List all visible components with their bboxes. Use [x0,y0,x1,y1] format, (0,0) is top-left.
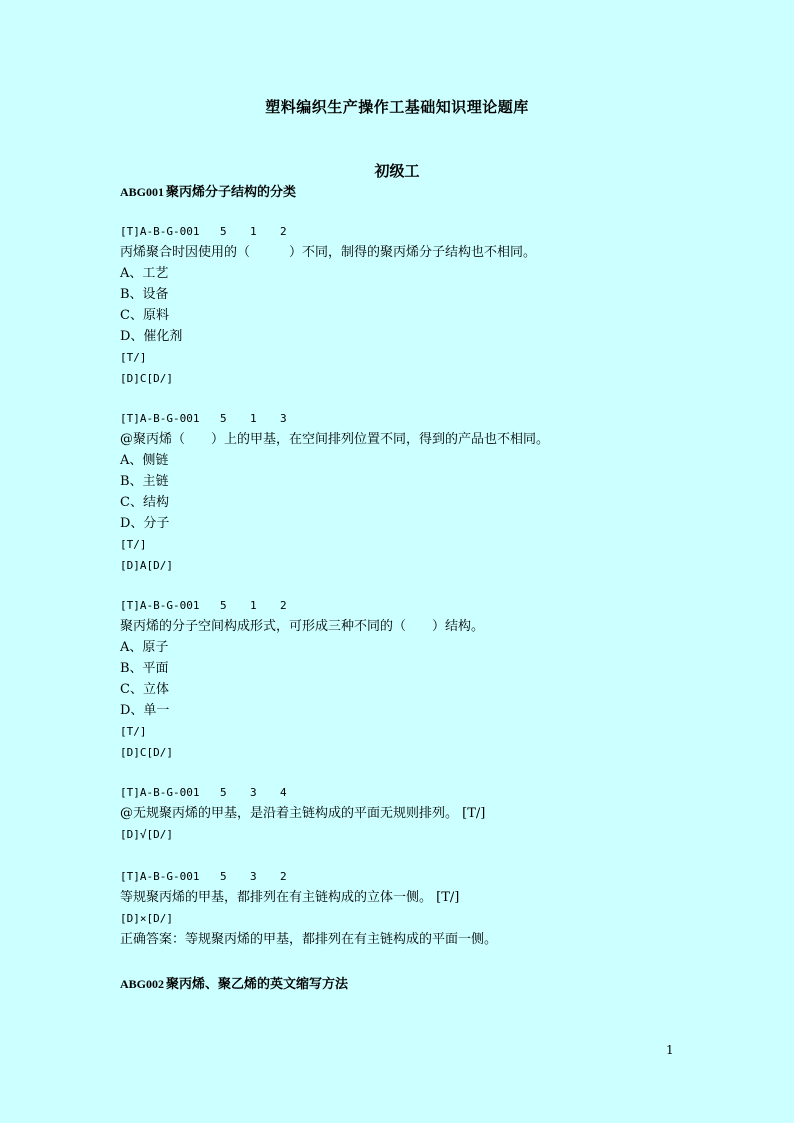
option: D、催化剂 [120,329,183,344]
question-meta [120,595,680,616]
question-end-tag: [T/] [120,538,147,551]
question-meta [120,221,680,242]
answer-correction: 正确答案：等规聚丙烯的甲基，都排列在有主链构成的平面一侧。 [120,932,498,947]
question-stem: @无规聚丙烯的甲基，是沿着主链构成的平面无规则排列。 [T/] [120,806,486,821]
question-num: 3 [280,412,287,425]
question-code: [T]A-B-G-001 [120,786,200,799]
question-num: 1 [250,599,257,612]
option: A、工艺 [120,266,169,281]
section-heading [120,973,348,992]
question-num: 5 [220,225,227,238]
option: D、分子 [120,516,170,531]
option: B、设备 [120,287,169,302]
question-num: 5 [220,599,227,612]
section-code: ABG001 [120,185,165,199]
option: C、原料 [120,308,169,323]
question-end-tag: [T/] [120,725,147,738]
section-heading [120,181,296,200]
section-code: ABG002 [120,977,165,991]
page-number: 1 [666,1043,674,1057]
option: D、单一 [120,703,170,718]
question-block [120,595,680,763]
option: B、主链 [120,474,169,489]
question-code: [T]A-B-G-001 [120,412,200,425]
question-stem: 聚丙烯的分子空间构成形式，可形成三种不同的（ ）结构。 [120,619,485,634]
question-num: 3 [250,870,257,883]
question-num: 4 [280,786,287,799]
question-block [120,408,680,576]
question-stem: @聚丙烯（ ）上的甲基，在空间排列位置不同，得到的产品也不相同。 [120,432,550,447]
question-num: 2 [280,870,287,883]
answer: [D]√[D/] [120,828,173,841]
answer: [D]A[D/] [120,559,173,572]
question-end-tag: [T/] [120,351,147,364]
answer: [D]C[D/] [120,372,173,385]
question-block [120,866,680,950]
document-title: 塑料编织生产操作工基础知识理论题库 [265,98,529,116]
question-block [120,782,680,845]
option: C、立体 [120,682,169,697]
option: C、结构 [120,495,169,510]
question-meta [120,782,680,803]
answer: [D]C[D/] [120,746,173,759]
option: A、原子 [120,640,169,655]
question-meta [120,866,680,887]
question-code: [T]A-B-G-001 [120,599,200,612]
question-num: 1 [250,412,257,425]
question-num: 5 [220,786,227,799]
question-stem: 丙烯聚合时因使用的（ ）不同，制得的聚丙烯分子结构也不相同。 [120,245,537,260]
question-num: 1 [250,225,257,238]
question-num: 5 [220,412,227,425]
question-code: [T]A-B-G-001 [120,225,200,238]
question-num: 3 [250,786,257,799]
answer: [D]×[D/] [120,912,173,925]
level-title: 初级工 [374,162,420,180]
question-meta [120,408,680,429]
question-num: 5 [220,870,227,883]
option: A、侧链 [120,453,169,468]
section-title: 聚丙烯分子结构的分类 [166,185,297,200]
question-num: 2 [280,225,287,238]
question-stem: 等规聚丙烯的甲基，都排列在有主链构成的立体一侧。 [T/] [120,890,460,905]
option: B、平面 [120,661,169,676]
question-code: [T]A-B-G-001 [120,870,200,883]
question-num: 2 [280,599,287,612]
section-title: 聚丙烯、聚乙烯的英文缩写方法 [166,977,349,992]
question-block [120,221,680,389]
